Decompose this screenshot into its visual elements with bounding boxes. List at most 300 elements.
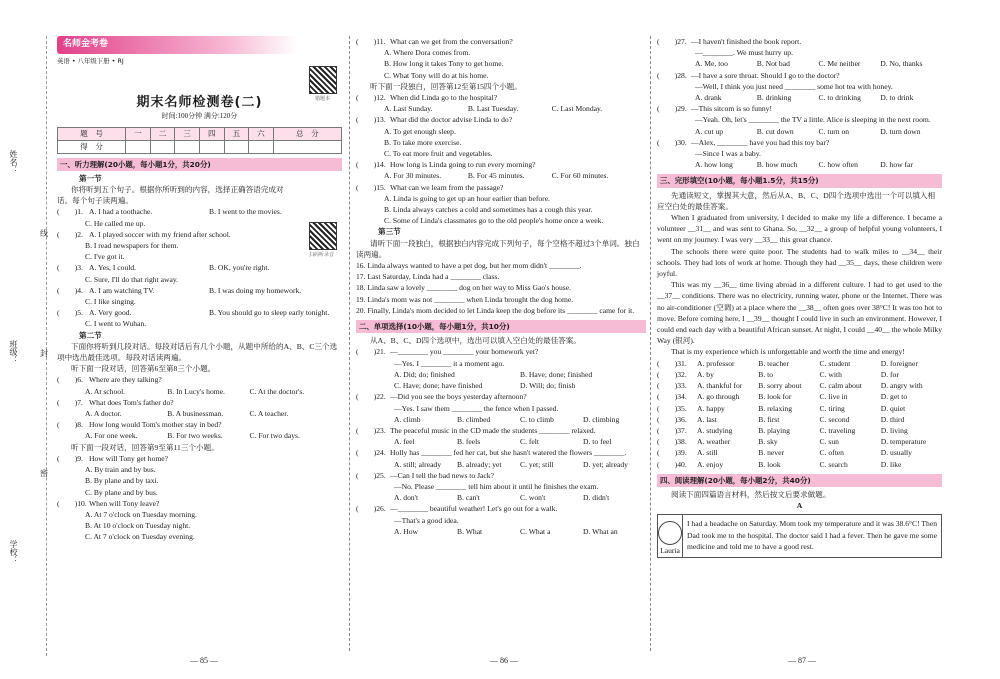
- table-cell: 题 号: [58, 127, 126, 140]
- option: B. What: [457, 526, 483, 536]
- answer-blank[interactable]: ( )24.: [356, 448, 386, 458]
- column-divider: [349, 36, 350, 651]
- column-3: [657, 36, 942, 558]
- question-text: How long is Linda going to run every morning?: [390, 160, 536, 170]
- instruction: 听下面一段对话，回答第9至第11三个小题。: [71, 442, 219, 452]
- options: [356, 369, 646, 380]
- score-input[interactable]: [175, 140, 200, 153]
- option: C. with: [819, 369, 842, 379]
- fill-question[interactable]: 18. Linda saw a lovely ________ dog on her way to Miss Gao's house.: [356, 283, 572, 293]
- question: [57, 262, 342, 273]
- question-text: —No. Please ________ tell him about it until he finishes the exam.: [394, 481, 599, 491]
- name-label: 姓名：: [9, 150, 18, 174]
- option: C. What Tony will do at his home.: [384, 70, 489, 80]
- question-text: —Well, I think you just need ________ some hot tea with honey.: [695, 81, 893, 91]
- option: D. how far: [880, 160, 913, 170]
- option: C. Last Monday.: [551, 104, 603, 114]
- option: C. turn on: [818, 126, 850, 136]
- portrait: [658, 515, 683, 556]
- question: [356, 159, 646, 170]
- fill-question[interactable]: 16. Linda always wanted to have a pet dog, but her mom didn't ________.: [356, 261, 582, 271]
- question-text: What does Tom's father do?: [89, 397, 174, 407]
- option: C. tiring: [819, 403, 845, 413]
- option: C. won't: [520, 493, 546, 503]
- margin-mark-seal: 封: [40, 349, 48, 358]
- option: B. feels: [457, 437, 481, 447]
- option: C. A teacher.: [249, 409, 289, 419]
- option: D. What an: [583, 526, 618, 536]
- answer-blank[interactable]: ( )34.: [657, 392, 687, 402]
- option: A. Me, too: [695, 59, 728, 69]
- question-text: What can we learn from the passage?: [390, 182, 504, 192]
- section-heading: 二、单项选择(10小题，每小题1分，共10分): [356, 320, 646, 333]
- options: [57, 408, 342, 419]
- question-text: —I haven't finished the book report.: [691, 37, 802, 46]
- part-heading: 第一节: [79, 173, 102, 183]
- options: [657, 58, 942, 69]
- answer-blank[interactable]: ( )33.: [657, 381, 687, 391]
- option: B. In Lucy's home.: [167, 386, 225, 396]
- passage-label: A: [796, 501, 803, 511]
- table-cell: 一: [126, 127, 151, 140]
- answer-blank[interactable]: ( )40.: [657, 459, 687, 469]
- option: D. for: [880, 369, 899, 379]
- option: C. What a: [520, 526, 551, 536]
- options: [356, 103, 646, 114]
- option: A. cut up: [695, 126, 724, 136]
- option: D. Will; do; finish: [520, 381, 576, 391]
- option: D. usually: [880, 448, 912, 458]
- option: A. drank: [695, 93, 722, 103]
- table-cell: 五: [224, 127, 249, 140]
- option: C. search: [819, 459, 848, 469]
- option: A. Did; do; finished: [394, 369, 455, 379]
- option: D. like: [880, 459, 902, 469]
- page-number: — 86 —: [490, 656, 518, 665]
- option: D. turn down: [880, 126, 921, 136]
- question: [356, 346, 646, 357]
- passage-text: I had a headache on Saturday. Mom took my temperature and it was 38.6°C! Then Dad took me to the hospital. The doctor said I had a fever. Then he gave me some medicine and told me to have a good rest.: [687, 519, 937, 551]
- option: D. angry with: [880, 381, 923, 391]
- answer-blank[interactable]: ( )9.: [57, 453, 83, 463]
- answer-blank[interactable]: ( )31.: [657, 358, 687, 368]
- option: C. For two days.: [249, 431, 300, 441]
- option: D. foreigner: [880, 358, 918, 368]
- option: B. OK, you're right.: [209, 263, 270, 273]
- qr-code-icon[interactable]: [309, 222, 337, 250]
- option: A. happy: [697, 403, 725, 413]
- option: A. professor: [697, 358, 735, 368]
- option: A. don't: [394, 493, 419, 503]
- option: B. sorry about: [758, 381, 802, 391]
- option: B. At 10 o'clock on Tuesday night.: [85, 521, 191, 531]
- section-heading: 四、阅读理解(20小题，每小题2分，共40分): [657, 474, 942, 487]
- instruction: 听下面一段独白，回答第12至第15四个小题。: [370, 81, 522, 91]
- margin-mark-line: 线: [40, 229, 48, 238]
- option: B. can't: [457, 493, 480, 503]
- column-2: [356, 36, 646, 537]
- option: B. Linda always catches a cold and sometimes has a cough this year.: [384, 205, 593, 215]
- option: A. By train and by bus.: [85, 465, 156, 475]
- answer-blank[interactable]: ( )23.: [356, 425, 386, 435]
- option: A. Last Sunday.: [384, 104, 433, 114]
- answer-blank[interactable]: ( )3.: [57, 263, 83, 273]
- option: A. I played soccer with my friend after school.: [89, 229, 231, 239]
- option: A. how long: [695, 160, 733, 170]
- question-text: —I have a sore throat. Should I go to the doctor?: [691, 70, 840, 80]
- option: B. drinking: [756, 93, 792, 103]
- cloze-option-row: [657, 414, 942, 425]
- cloze-option-row: [657, 369, 942, 380]
- option: D. to drink: [880, 93, 914, 103]
- part-heading: 第三节: [378, 227, 401, 237]
- option: A. I am watching TV.: [89, 285, 155, 295]
- cloze-paragraph: That is my experience which is unforgettable and worth the time and energy!: [671, 347, 905, 357]
- question-text: —Yeah. Oh, let's ________ the TV a little. Alice is sleeping in the next room.: [695, 115, 931, 125]
- option: A. feel: [394, 437, 415, 447]
- cloze-option-row: [657, 380, 942, 391]
- subject-tag: 英语 • 八年级下册 • RJ: [57, 57, 124, 65]
- option: A. last: [697, 414, 717, 424]
- option: A. To get enough sleep.: [384, 126, 456, 136]
- answer-blank[interactable]: ( )5.: [57, 308, 83, 318]
- options: [57, 386, 342, 397]
- answer-blank[interactable]: ( )28.: [657, 70, 687, 80]
- instruction: 从A、B、C、D四个选项中，选出可以填入空白处的最佳答案。: [370, 336, 581, 346]
- answer-blank[interactable]: ( )10.: [57, 498, 87, 508]
- score-input[interactable]: [150, 140, 175, 153]
- question-text: —That's a good idea.: [394, 515, 459, 525]
- question-text: —________ beautiful weather! Let's go out for a walk.: [390, 504, 558, 514]
- question: [356, 470, 646, 481]
- options: [356, 526, 646, 537]
- option: A. still; already: [394, 459, 442, 469]
- option: C. how often: [818, 160, 858, 170]
- option: B. teacher: [758, 358, 790, 368]
- question-text: —Since I was a baby.: [695, 149, 761, 159]
- options: [356, 380, 646, 391]
- question: [657, 70, 942, 81]
- option: B. For two weeks.: [167, 431, 223, 441]
- question: [356, 447, 646, 458]
- option: C. student: [819, 358, 851, 368]
- option: B. I went to the movies.: [209, 207, 282, 217]
- question-text: —________ you ________ your homework yet?: [390, 347, 539, 357]
- section-heading: 一、听力理解(20小题，每小题1分，共20分): [57, 158, 342, 171]
- fill-question[interactable]: 19. Linda's mom was not ________ when Linda brought the dog home.: [356, 294, 574, 304]
- option: C. By plane and by bus.: [85, 487, 158, 497]
- question: [57, 285, 342, 296]
- table-cell: 六: [249, 127, 274, 140]
- cloze-option-row: [657, 425, 942, 436]
- score-input[interactable]: [199, 140, 224, 153]
- answer-blank[interactable]: ( )29.: [657, 104, 687, 114]
- column-1: [57, 36, 342, 543]
- instruction: 阅读下面四篇语言材料，然后按文后要求做题。: [671, 489, 831, 499]
- question: [57, 374, 342, 385]
- option: B. sky: [758, 437, 778, 447]
- score-input[interactable]: [126, 140, 151, 153]
- girl-portrait-icon: [658, 521, 682, 545]
- option: D. quiet: [880, 403, 906, 413]
- page-number: — 85 —: [190, 656, 218, 665]
- question-text: What did the doctor advise Linda to do?: [390, 115, 513, 125]
- fill-question[interactable]: 17. Last Saturday, Linda had a ________ class.: [356, 272, 500, 282]
- cloze-option-row: [657, 459, 942, 470]
- option: C. yet; still: [520, 459, 554, 469]
- score-table: [57, 127, 342, 154]
- answer-blank[interactable]: ( )8.: [57, 420, 83, 430]
- question-text: —________. We must hurry up.: [695, 48, 793, 58]
- cloze-paragraph: When I graduated from university, I decided to make my life a difference. I became a volunteer __31__ and was sent to Ghana. So, __32__ a group of helpful young volunteers, I went on my journey. I was very __33__ this great chance.: [657, 213, 942, 245]
- option: B. how much: [756, 160, 798, 170]
- section-heading: 三、完形填空(10小题，每小题1.5分，共15分): [657, 174, 942, 187]
- question: [57, 419, 342, 430]
- options: [657, 126, 942, 137]
- question: [356, 36, 646, 47]
- page-number: — 87 —: [788, 656, 816, 665]
- option: C. He called me up.: [85, 218, 146, 228]
- answer-blank[interactable]: ( )13.: [356, 115, 386, 125]
- option: C. I've got it.: [85, 252, 125, 262]
- passage-box: [657, 514, 942, 557]
- answer-blank[interactable]: ( )38.: [657, 437, 687, 447]
- option: A. climb: [394, 414, 421, 424]
- option: B. Not bad: [756, 59, 790, 69]
- option: B. Have; done; finished: [520, 369, 593, 379]
- cloze-options: [657, 358, 942, 470]
- question: [356, 114, 646, 125]
- options: [356, 170, 646, 181]
- option: A. At 7 o'clock on Tuesday morning.: [85, 509, 197, 519]
- question: [57, 206, 342, 217]
- table-cell: 总 分: [273, 127, 341, 140]
- options: [356, 492, 646, 503]
- option: A. Where Dora comes from.: [384, 48, 471, 58]
- option: A. thankful for: [697, 381, 743, 391]
- answer-blank[interactable]: ( )21.: [356, 347, 386, 357]
- option: C. Me neither: [818, 59, 861, 69]
- option: C. I went to Wuhan.: [85, 319, 147, 329]
- answer-blank[interactable]: ( )27.: [657, 37, 687, 46]
- answer-blank[interactable]: ( )35.: [657, 403, 687, 413]
- option: C. live in: [819, 392, 848, 402]
- option: A. How: [394, 526, 419, 536]
- question: [356, 92, 646, 103]
- option: C. calm about: [819, 381, 862, 391]
- question-text: —Did you see the boys yesterday afternoon?: [390, 392, 527, 402]
- option: C. Have; done; have finished: [394, 381, 483, 391]
- answer-blank[interactable]: ( )7.: [57, 397, 83, 407]
- question-text: When will Tony leave?: [89, 498, 160, 508]
- option: B. Last Tuesday.: [467, 104, 519, 114]
- table-cell: 三: [175, 127, 200, 140]
- answer-blank[interactable]: ( )15.: [356, 182, 386, 192]
- answer-blank[interactable]: ( )25.: [356, 470, 386, 480]
- question: [356, 391, 646, 402]
- option: C. Sure, I'll do that right away.: [85, 274, 179, 284]
- option: B. To take more exercise.: [384, 137, 462, 147]
- option: B. I read newspapers for them.: [85, 241, 179, 251]
- option: B. You should go to sleep early tonight.: [209, 308, 330, 318]
- options: [657, 92, 942, 103]
- answer-blank[interactable]: ( )14.: [356, 160, 386, 170]
- option: A. enjoy: [697, 459, 724, 469]
- answer-blank[interactable]: ( )32.: [657, 369, 687, 379]
- cloze-paragraph: The schools there were quite poor. The students had to walk miles to __34__ their schools. They had lots of work at home. Though they had __35__ days, these children were joyful.: [657, 246, 942, 279]
- option: A. I had a toothache.: [89, 207, 153, 217]
- options: [356, 459, 646, 470]
- instruction: 先通读短文，掌握其大意，然后从A、B、C、D四个选项中选出一个可以填入相应空白处的最佳答案。: [657, 190, 936, 211]
- option: A. For one week.: [85, 431, 138, 441]
- question-text: —Can I tell the bad news to Jack?: [390, 470, 494, 480]
- score-input[interactable]: [273, 140, 341, 153]
- question: [657, 137, 942, 148]
- qr-caption: 扫码听录音: [309, 253, 335, 258]
- answer-blank[interactable]: ( )22.: [356, 392, 386, 402]
- option: D. temperature: [880, 437, 927, 447]
- options: [57, 430, 342, 441]
- option: C. to drinking: [818, 93, 861, 103]
- instruction: 你将听到五个句子。根据你所听到的内容，选择正确答语完成对话。每个句子读两遍。: [57, 185, 284, 206]
- question-text: How long would Tom's mother stay in bed?: [89, 420, 222, 430]
- cloze-option-row: [657, 358, 942, 369]
- qr-code-icon[interactable]: [309, 66, 337, 94]
- option: B. to: [758, 369, 774, 379]
- option: B. already; yet: [457, 459, 502, 469]
- answer-blank[interactable]: ( )11.: [356, 37, 386, 46]
- time-info: 时间:100分钟 满分:120分: [161, 112, 238, 121]
- table-cell: 得 分: [58, 140, 126, 153]
- option: C. I like singing.: [85, 297, 136, 307]
- options: [356, 436, 646, 447]
- answer-blank[interactable]: ( )1.: [57, 207, 83, 217]
- instruction: 下面你将听到几段对话。每段对话后有几个小题，从题中所给的A、B、C三个选项中选出最佳选项。每段对话读两遍。: [57, 341, 338, 363]
- option: B. cut down: [756, 126, 794, 136]
- question: [57, 229, 342, 240]
- option: B. look: [758, 459, 781, 469]
- question: [657, 36, 942, 47]
- option: A. still: [697, 448, 718, 458]
- option: C. often: [819, 448, 844, 458]
- option: C. Some of Linda's classmates go to the old people's home once a week.: [384, 216, 604, 226]
- question-text: —This sitcom is so funny!: [691, 104, 772, 114]
- option: A. studying: [697, 425, 733, 435]
- answer-blank[interactable]: ( )12.: [356, 93, 386, 103]
- exam-title: 期末名师检测卷(二): [136, 95, 263, 111]
- question-text: —Alex, ________ have you had this toy bar?: [691, 137, 830, 147]
- question-text: How will Tony get home?: [89, 453, 169, 463]
- school-label: 学校：: [9, 540, 18, 564]
- brand-banner: [57, 36, 297, 54]
- fill-question[interactable]: 20. Finally, Linda's mom decided to let Linda keep the dog before its ________ came for it.: [356, 305, 635, 315]
- answer-blank[interactable]: ( )37.: [657, 425, 687, 435]
- score-input[interactable]: [249, 140, 274, 153]
- option: A. A doctor.: [85, 409, 122, 419]
- option: D. climbing: [583, 414, 620, 424]
- option: C. sun: [819, 437, 839, 447]
- option: B. A businessman.: [167, 409, 224, 419]
- answer-blank[interactable]: ( )36.: [657, 414, 687, 424]
- option: B. I was doing my homework.: [209, 285, 302, 295]
- option: D. get to: [880, 392, 908, 402]
- question: [57, 498, 342, 509]
- option: C. to climb: [520, 414, 554, 424]
- option: A. For 30 minutes.: [384, 171, 442, 181]
- answer-blank[interactable]: ( )6.: [57, 375, 83, 385]
- answer-blank[interactable]: ( )4.: [57, 285, 83, 295]
- option: A. by: [697, 369, 714, 379]
- option: B. relaxing: [758, 403, 792, 413]
- instruction: 请听下面一段独白，根据独白内容完成下列句子，每个空格不超过3个单词。独白读两遍。: [356, 238, 640, 259]
- question-text: —Yes. I ________ it a moment ago.: [394, 358, 505, 368]
- option: D. didn't: [583, 493, 610, 503]
- option: C. At the doctor's.: [249, 386, 305, 396]
- question: [356, 503, 646, 514]
- option: A. Yes, I could.: [89, 263, 137, 273]
- option: D. to feel: [583, 437, 612, 447]
- part-heading: 第二节: [79, 330, 102, 340]
- question: [356, 425, 646, 436]
- cloze-paragraph: This was my __36__ time living abroad in a different culture. I had to get used to the __37__ conditions. There was no electricity, running water, phone or the Internet. There was no air-conditioner (空调) at a place where the __38__ often goes over 38°C! It was too hot to move. Before coming here, I __39__ thought I could live in such an environment. However, I could end each day with a beautiful African sunset. At night, I could __40__ the whole Milky Way (银河).: [657, 280, 942, 346]
- option: C. For 60 minutes.: [551, 171, 609, 181]
- option: A. Linda is going to get up an hour earlier than before.: [384, 193, 550, 203]
- question-text: The peaceful music in the CD made the students ________ relaxed.: [390, 425, 596, 435]
- table-cell: 二: [150, 127, 175, 140]
- option: D. third: [880, 414, 905, 424]
- question-text: Holly has ________ fed her cat, but she hasn't watered the flowers ________.: [390, 448, 627, 458]
- option: C. second: [819, 414, 850, 424]
- answer-blank[interactable]: ( )26.: [356, 504, 386, 514]
- score-input[interactable]: [224, 140, 249, 153]
- cloze-option-row: [657, 447, 942, 458]
- options: [356, 414, 646, 425]
- qr-caption: 错题本: [315, 97, 331, 102]
- option: D. yet; already: [583, 459, 628, 469]
- question-text: —Yes. I saw them ________ the fence when I passed.: [394, 403, 559, 413]
- option: B. How long it takes Tony to get home.: [384, 59, 504, 69]
- question-text: When did Linda go to the hospital?: [390, 93, 498, 103]
- option: B. never: [758, 448, 784, 458]
- option: B. look for: [758, 392, 792, 402]
- question: [657, 103, 942, 114]
- answer-blank[interactable]: ( )30.: [657, 137, 687, 147]
- options: [657, 159, 942, 170]
- option: C. At 7 o'clock on Tuesday evening.: [85, 532, 195, 542]
- cloze-option-row: [657, 391, 942, 402]
- option: A. weather: [697, 437, 731, 447]
- option: B. playing: [758, 425, 790, 435]
- question: [57, 307, 342, 318]
- option: A. Very good.: [89, 308, 132, 318]
- instruction: 听下面一段对话，回答第6至第8三个小题。: [71, 364, 216, 374]
- cloze-option-row: [657, 403, 942, 414]
- answer-blank[interactable]: ( )2.: [57, 229, 83, 239]
- class-label: 班级：: [9, 340, 18, 364]
- option: D. No, thanks: [880, 59, 923, 69]
- question-text: Where are they talking?: [89, 375, 162, 385]
- margin-mark-secret: 密: [40, 469, 48, 478]
- column-divider: [650, 36, 651, 651]
- answer-blank[interactable]: ( )39.: [657, 448, 687, 458]
- binding-line: [46, 36, 47, 656]
- option: B. For 45 minutes.: [467, 171, 525, 181]
- portrait-caption: Lauria: [660, 546, 680, 556]
- option: C. To eat more fruit and vegetables.: [384, 149, 493, 159]
- question-text: What can we get from the conversation?: [390, 37, 513, 46]
- option: B. first: [758, 414, 780, 424]
- question: [356, 182, 646, 193]
